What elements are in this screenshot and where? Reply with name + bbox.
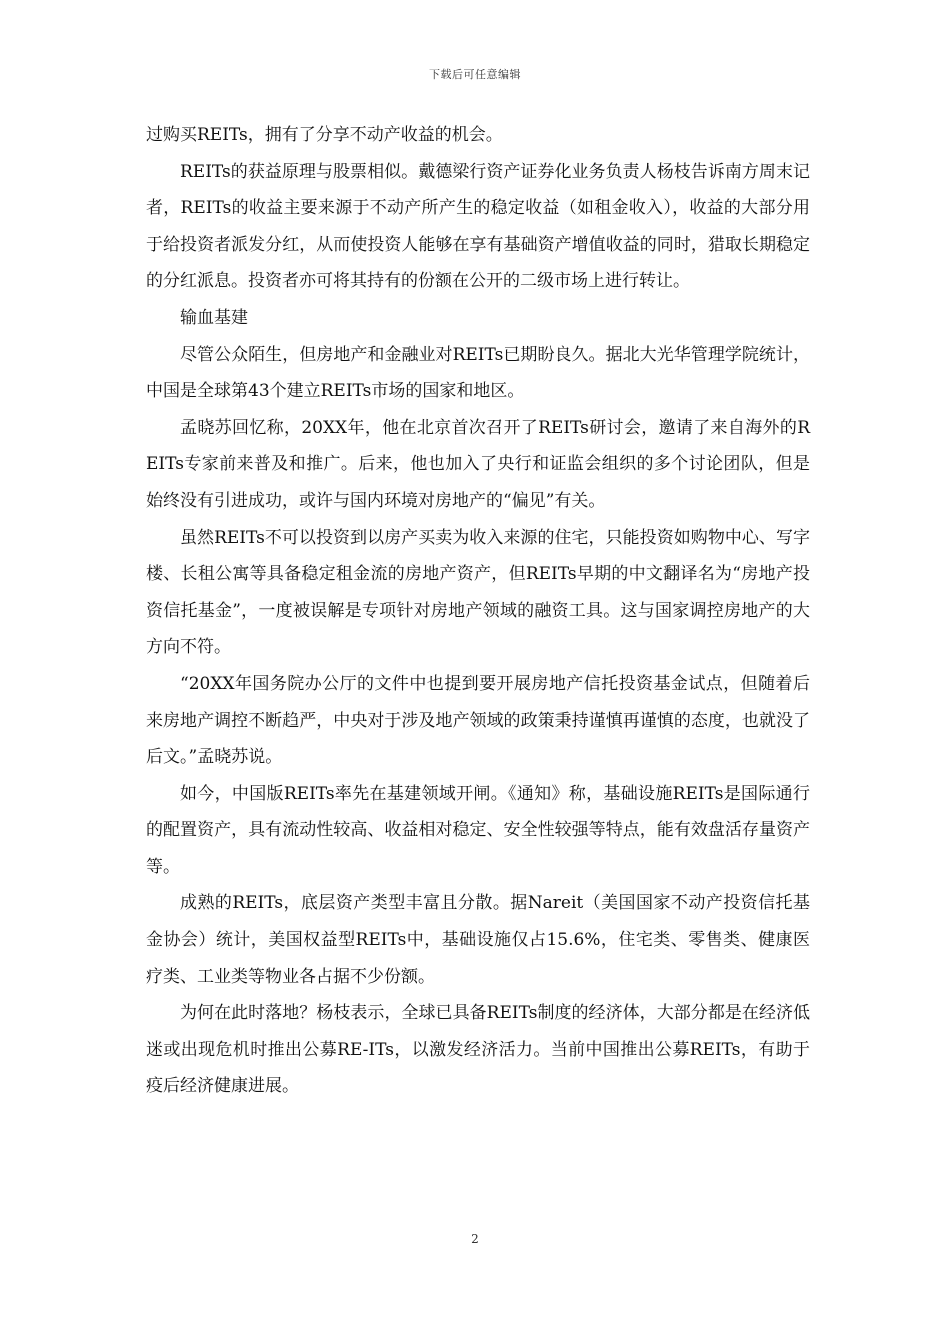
paragraph: REITs的获益原理与股票相似。戴德梁行资产证券化业务负责人杨枝告诉南方周末记者，REITs的收益主要来源于不动产所产生的稳定收益（如租金收入），收益的大部分用于给投资者派发分红，从而使投资人能够在享有基础资产增值收益的同时，猎取长期稳定的分红派息。投资者亦可将其持有的份额在公开的二级市场上进行转让。 [146, 161, 810, 292]
paragraph: “20XX年国务院办公厅的文件中也提到要开展房地产信托投资基金试点，但随着后来房地产调控不断趋严，中央对于涉及地产领域的政策秉持谨慎再谨慎的态度，也就没了后文。”孟晓苏说。 [146, 673, 810, 768]
paragraph: 孟晓苏回忆称，20XX年，他在北京首次召开了REITs研讨会，邀请了来自海外的REITs专家前来普及和推广。后来，他也加入了央行和证监会组织的多个讨论团队，但是始终没有引进成功，或许与国内环境对房地产的“偏见”有关。 [146, 417, 810, 511]
section-heading: 输血基建 [180, 307, 248, 328]
paragraph: 为何在此时落地？杨枝表示，全球已具备REITs制度的经济体，大部分都是在经济低迷或出现危机时推出公募RE-ITs，以激发经济活力。当前中国推出公募REITs，有助于疫后经济健康进展。 [146, 1003, 810, 1097]
document-body [146, 117, 810, 1105]
page-header: 下载后可任意编辑 [429, 68, 521, 81]
paragraph: 如今，中国版REITs率先在基建领域开闸。《通知》称，基础设施REITs是国际通行的配置资产，具有流动性较高、收益相对稳定、安全性较强等特点，能有效盘活存量资产等。 [146, 783, 810, 877]
page-number: 2 [471, 1232, 479, 1246]
paragraph: 成熟的REITs，底层资产类型丰富且分散。据Nareit（美国国家不动产投资信托基金协会）统计，美国权益型REITs中，基础设施仅占15.6%，住宅类、零售类、健康医疗类、工业类等物业各占据不少份额。 [146, 893, 810, 987]
paragraph: 虽然REITs不可以投资到以房产买卖为收入来源的住宅，只能投资如购物中心、写字楼、长租公寓等具备稳定租金流的房地产资产，但REITs早期的中文翻译名为“房地产投资信托基金”，一度被误解是专项针对房地产领域的融资工具。这与国家调控房地产的大方向不符。 [146, 527, 810, 658]
paragraph-continuation: 过购买REITs，拥有了分享不动产收益的机会。 [146, 125, 503, 145]
paragraph: 尽管公众陌生，但房地产和金融业对REITs已期盼良久。据北大光华管理学院统计，中国是全球第43个建立REITs市场的国家和地区。 [146, 344, 810, 402]
